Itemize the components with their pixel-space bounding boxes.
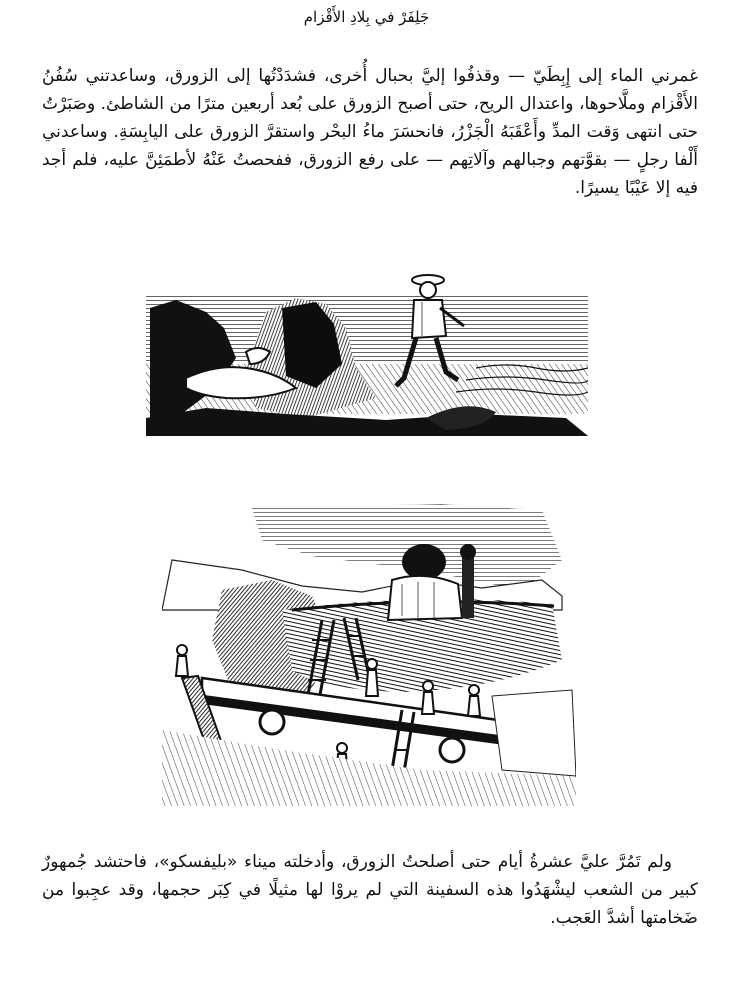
illustration-boat-repair (162, 500, 576, 806)
illustration-shore-rocks (146, 268, 588, 436)
paragraph-1: غمرني الماء إلى إِبِطَيّ — وقذفُوا إليَّ بحبال أُخرى، فشدَدْتُها إلى الزورق، وساعدتني سُفُنُ الأَقْزام وملَّاحوها، واعتدال الريح، حتى أصبح الزورق على بُعد أربعين مترًا من الشاطئ. وصَبَرْتُ حتى انتهى وَقت المدِّ وأَعْقَبَهُ الْجَزْرُ، فانحسَرَ ماءُ البحْر واستقرَّ الزورق على اليابِسَةِ. وساعدني أَلْفا رجلٍ — بقوَّتهم وجبالهم وآلاتِهم — على رفع الزورق، ففحصتُ عَنْهُ لأطمَئِنَّ عليه، فلم أجد فيه إلا عَيْبًا يسيرًا. (42, 66, 698, 198)
page-title: جَلِفَرْ في بِلادِ الأَقْزام (303, 8, 430, 26)
paragraph-2: ولم تَمُرَّ عليَّ عشرةُ أيام حتى أصلحتُ الزورق، وأدخلته ميناء «بليفسكو»، فاحتشد جُمهورٌ كبير من الشعب ليشْهَدُوا هذه السفينة التي لم يروْا لها مثيلًا في كِبَر حجمها، وقد عجِبوا من ضَخامتها أشدَّ العَجب. (42, 852, 698, 928)
